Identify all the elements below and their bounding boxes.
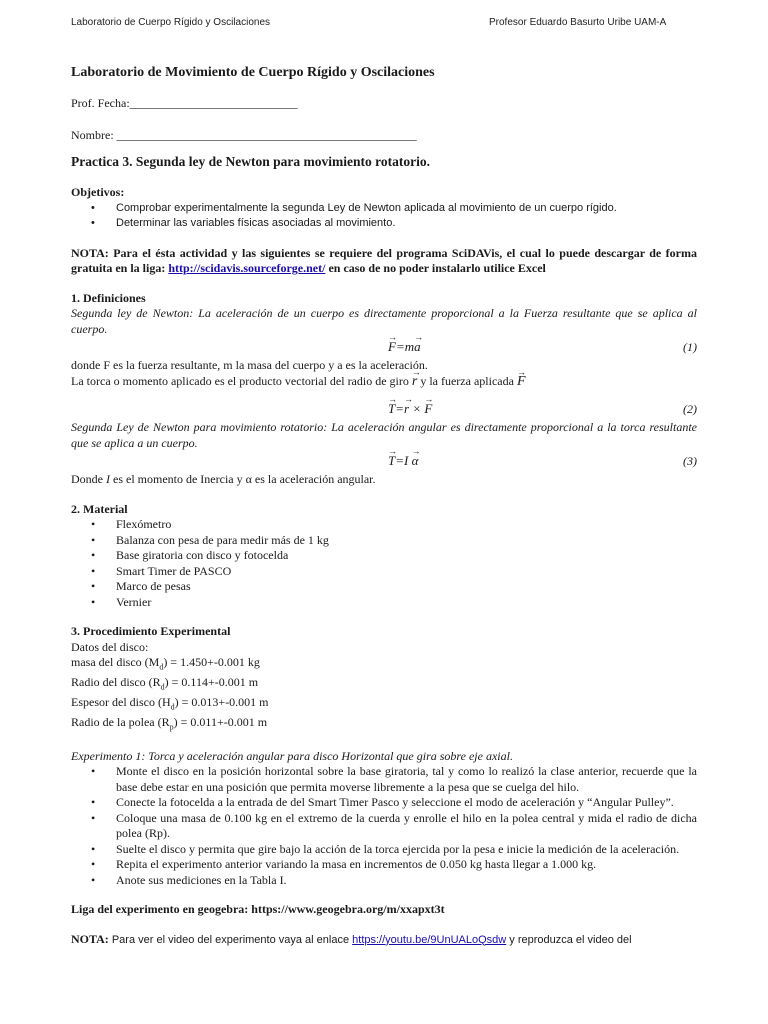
nota-scidavis: NOTA: Para el ésta actividad y las siguientes se requiere del programa SciDAVis, el cual lo puede descargar de forma gratuita en la liga: http://scidavis.sourceforge.net/ en caso de no poder instalarlo utilice Excel [71,245,697,275]
list-item: • Coloque una masa de 0.100 kg en el extremo de la cuerda y enrolle el hilo en la polea central y mida el radio de dicha polea (Rp). [71,811,697,842]
equation-3-formula: → T=I → α [388,453,418,469]
masa-disco: masa del disco $(M_d) = 1.450+-0.001$ kg [71,655,260,672]
equation-2-formula: → T=→ r × → F [388,401,432,417]
material-list [71,517,697,610]
geogebra-link-line[interactable]: Liga del experimento en geogebra: https://www.geogebra.org/m/xxapxt3t [71,902,445,917]
list-item: • Suelte el disco y permita que gire bajo la acción de la torca ejercida por la pesa e inicie la medición de la aceleración. [71,842,697,858]
procedimiento-heading: 3. Procedimiento Experimental [71,624,231,638]
torca-line: La torca o momento aplicado es el producto vectorial del radio de giro → r y la fuerza aplicada → F [71,374,697,390]
datos-disco: Datos del disco: [71,639,149,654]
radio-polea: Radio de la polea $(R_p) = 0.011+-0.001$ m [71,714,268,732]
document-title: Laboratorio de Movimiento de Cuerpo Rígido y Oscilaciones [71,65,435,80]
scidavis-link[interactable]: http://scidavis.sourceforge.net/ [168,261,326,275]
espesor-disco: Espesor del disco $(H_d) = 0.013+-0.001$ m [71,694,269,712]
donde-f-line: donde F es la fuerza resultante, m la masa del cuerpo y a es la aceleración. [71,358,428,372]
list-item: • Conecte la fotocelda a la entrada de del Smart Timer Pasco y seleccione el modo de aceleración y “Angular Pulley”. [71,795,697,811]
material-heading: 2. Material [71,501,128,516]
objetivos-heading: Objetivos: [71,185,125,199]
running-header-left: Laboratorio de Cuerpo Rígido y Oscilaciones [71,17,270,28]
prof-fecha-line: Prof. Fecha:____________________________ [71,96,298,110]
list-item: • Determinar las variables físicas asociadas al movimiento. [71,216,697,232]
equation-2-number: (2) [683,402,697,416]
list-item: • Monte el disco en la posición horizontal sobre la base giratoria, tal y como lo realizó la clase anterior, recuerde que la base debe estar en una posición que permita moverse libremente a la pesa que se cuelga del hilo. [71,764,697,795]
experimento-1-steps [71,764,697,888]
inertia-line: Donde I es el momento de Inercia y α es la aceleración angular. [71,472,376,486]
list-item: • Anote sus mediciones en la Tabla I. [71,873,697,889]
equation-3 [71,451,697,472]
nombre-line: Nombre: __________________________________________________ [71,127,417,142]
equation-1-formula: → F=m→ a [388,339,421,355]
list-item: • Repita el experimento anterior variando la masa en incrementos de 0.050 kg hasta llegar a 1.000 kg. [71,857,697,873]
list-item: • Vernier [71,595,697,611]
newton-definition: Segunda ley de Newton: La aceleración de un cuerpo es directamente proporcional a la Fuerza resultante que se aplica al cuerpo. [71,306,697,336]
list-item: • Smart Timer de PASCO [71,564,697,580]
list-item: • Base giratoria con disco y fotocelda [71,548,697,564]
practica-heading: Practica 3. Segunda ley de Newton para movimiento rotatorio. [71,154,430,169]
radio-disco: Radio del disco $(R_d) = 0.114+-0.001$ m [71,674,259,692]
list-item: • Balanza con pesa de para medir más de 1 kg [71,533,697,549]
equation-2 [71,399,697,420]
equation-1 [71,337,697,358]
nota-video: NOTA: Para ver el video del experimento vaya al enlace https://youtu.be/9UnUALoQsdw y reproduzca el video del [71,931,632,946]
experimento-1-heading: Experimento 1: Torca y aceleración angular para disco Horizontal que gira sobre eje axial. [71,748,513,763]
running-header-right: Profesor Eduardo Basurto Uribe UAM-A [489,17,667,28]
rotational-definition: Segunda Ley de Newton para movimiento rotatorio: La aceleración angular es directamente proporcional a la torca resultante que se aplica a un cuerpo. [71,420,697,450]
definiciones-heading: 1. Definiciones [71,290,146,305]
list-item: • Flexómetro [71,517,697,533]
list-item: • Comprobar experimentalmente la segunda Ley de Newton aplicada al movimiento de un cuerpo rígido. [71,201,697,217]
document-page [71,64,697,948]
list-item: • Marco de pesas [71,579,697,595]
equation-3-number: (3) [683,454,697,468]
objetivos-list [71,201,697,232]
youtube-link[interactable]: https://youtu.be/9UnUALoQsdw [352,933,507,946]
equation-1-number: (1) [683,340,697,354]
